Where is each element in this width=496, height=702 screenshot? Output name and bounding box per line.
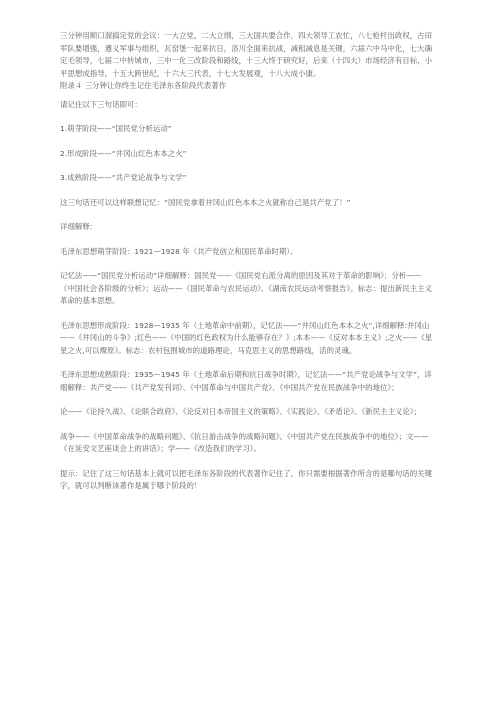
paragraph-war-works: 战争——《中国革命战争的战略问题》、《抗日游击战争的战略问题》、《中国共产党在民族战争中的地位》；文——《在延安文艺座谈会上的讲话》；学——《改造我们的学习》。 [60,431,429,453]
paragraph-budding-detail: 记忆法——“国民党分析运动”详细解释：国民党——《国民党右派分离的原因及其对于革命的影响》；分析——《中国社会各阶级的分析》；运动——《国民革命与农民运动》、《湖南农民运动考察报告》。标志：提出新民主主义革命的基本思想。 [60,271,433,305]
paragraph-mature-stage: 毛泽东思想成熟阶段：1935—1945 年（土地革命后期和抗日战争时期），记忆法——“共产党论战争与文学”，详细解释：共产党——《共产党发刊词》、《中国革命与中国共产党》、《中国共产党在民族战争中的地位》； [60,370,432,392]
paragraph-forming-stage: 毛泽东思想形成阶段：1928—1935 年（土地革命中前期），记忆法——“井冈山红色本本之火”,详细解释:井冈山——《井冈山的斗争》;红色——《中国的红色政权为什么能够存在？》;本本——《反对本本主义》;之火——《星星之火,可以燎原》。标志：农村包围城市的道路理论，马克思主义的思想路线，活的灵魂。 [60,320,433,355]
stage-three-phrase: 3.成熟阶段——“共产党论战争与文学” [60,173,187,182]
stage-two-phrase: 2.形成阶段——“井冈山红色本本之火” [60,148,187,158]
paragraph-lun-works: 论——《论持久战》、《论联合政府》、《论反对日本帝国主义的策略》、《实践论》、《矛盾论》、《新民主主义论》； [60,407,422,416]
paragraph-intro: 请记住以下三句话即可： [60,99,142,109]
paragraph-tip: 提示：记住了这三句话基本上就可以把毛泽东各阶段的代表著作记住了，你只需要根据著作所含的是哪句话的关键字，就可以判断该著作是属于哪个阶段的！ [60,468,433,490]
paragraph-party-congress-mnemonic: 三分钟用顺口溜搞定党的会议：一大立党，二大立纲，三大国共要合作，四大领导工农忙，八七枪杆出政权，古田军队要增强，遵义军事与组织，瓦窑堡一起来抗日，洛川全面来抗战，减租减息是关键，六届六中马中化，七大确定毛领导，七届二中转城市，三中一化三改阶段和路线，十三大终于研究好，后来（十四大）市场经济有目标，小平思想成指导，十五大跨世纪，十六大三代表，十七大发展观，十八大成小康。 [60,31,433,78]
detail-heading: 详细解释: [60,222,93,231]
paragraph-budding-stage: 毛泽东思想萌芽阶段：1921—1928 年（共产党创立和国民革命时期）。 [60,246,298,256]
appendix-heading: 附录４ 三分钟让你终生记住毛泽东各阶段代表著作 [60,81,227,90]
stage-one-phrase: 1.萌芽阶段——“国民党分析运动” [60,124,172,133]
paragraph-association: 这三句话还可以这样联想记忆：“国民党拿着井冈山红色本本之火就称自己是共产党了！” [60,197,351,207]
